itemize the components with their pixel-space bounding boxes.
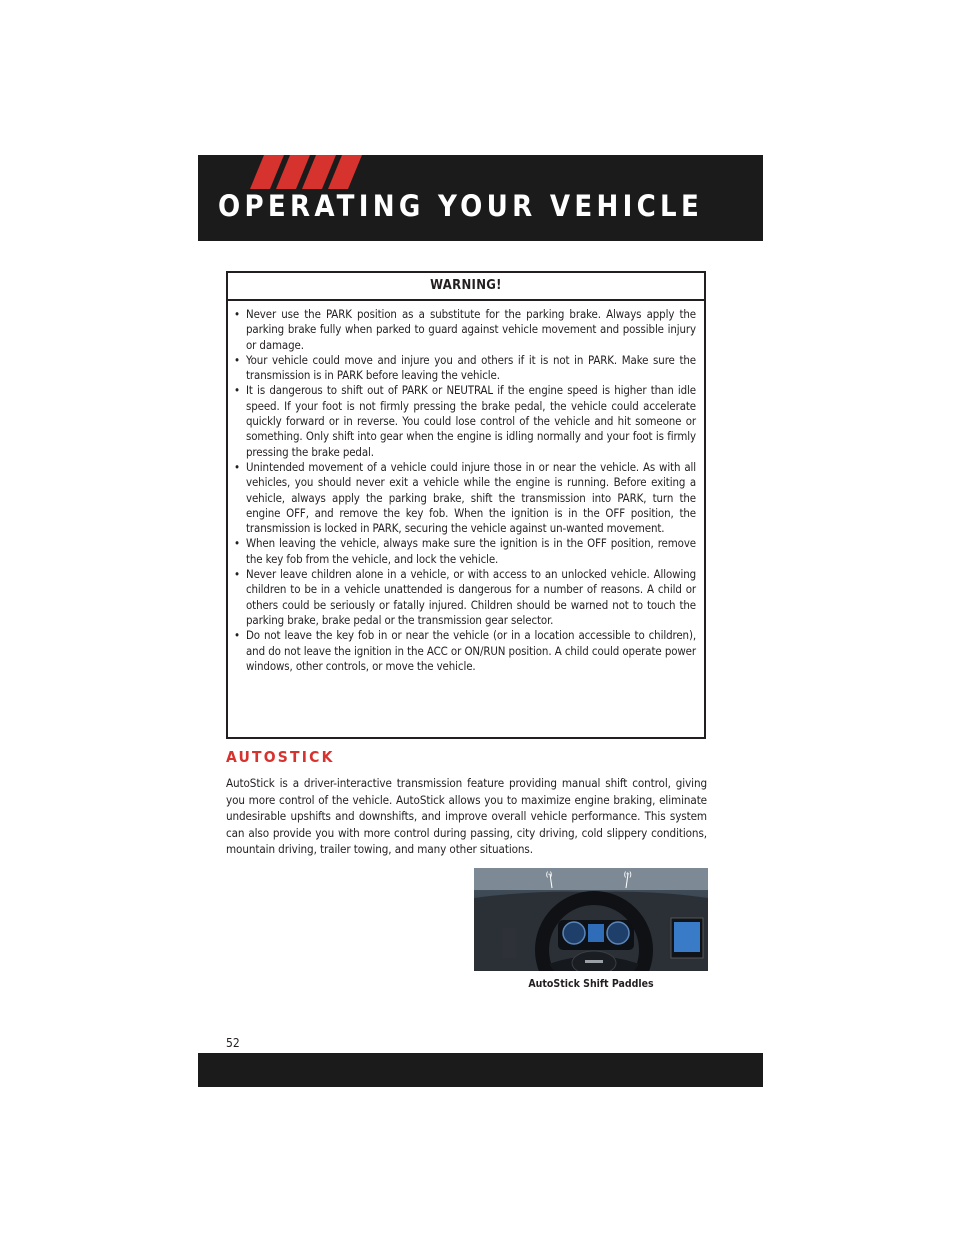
autostick-heading: AUTOSTICK [226, 748, 335, 766]
autostick-paddles-photo [474, 868, 708, 971]
warning-title: WARNING! [228, 273, 704, 301]
warning-item: • It is dangerous to shift out of PARK or NEUTRAL if the engine speed is higher than idle speed. If your foot is not firmly pressing the brake pedal, the vehicle could accelerate quickly forward or in reverse. You could lose control of the vehicle and hit someone or something. Only shift into gear when the engine is idling normally and your foot is firmly pressing the brake pedal. [234, 383, 696, 459]
header-band [198, 155, 763, 241]
section-title: OPERATING YOUR VEHICLE [218, 189, 704, 223]
paddle-plus-label: (+) [624, 872, 632, 878]
warning-item: • Do not leave the key fob in or near the vehicle (or in a location accessible to children), and do not leave the ignition in the ACC or ON/RUN position. A child could operate power windows, other controls, or move the vehicle. [234, 628, 696, 673]
warning-item: • Never leave children alone in a vehicle, or with access to an unlocked vehicle. Allowing children to be in a vehicle unattended is dangerous for a number of reasons. A child or others could be seriously or fatally injured. Children should be warned not to touch the parking brake, brake pedal or the transmission gear selector. [234, 567, 696, 627]
warning-item: • Unintended movement of a vehicle could injure those in or near the vehicle. As with all vehicles, you should never exit a vehicle while the engine is running. Before exiting a vehicle, always apply the parking brake, shift the transmission into PARK, turn the engine OFF, and remove the key fob. When the ignition is in the OFF position, the transmission is locked in PARK, securing the vehicle against un-wanted movement. [234, 459, 696, 536]
footer-band [198, 1053, 763, 1087]
page-number: 52 [226, 1036, 240, 1050]
warning-box [226, 271, 706, 739]
warning-item: • Never use the PARK position as a substitute for the parking brake. Always apply the parking brake fully when parked to guard against vehicle movement and possible injury or damage. [234, 307, 696, 352]
warning-list [228, 301, 704, 674]
warning-item: • When leaving the vehicle, always make sure the ignition is in the OFF position, remove the key fob from the vehicle, and lock the vehicle. [234, 536, 696, 566]
warning-item: • Your vehicle could move and injure you and others if it is not in PARK. Make sure the transmission is in PARK before leaving the vehicle. [234, 352, 696, 383]
autostick-body: AutoStick is a driver-interactive transmission feature providing manual shift control, giving you more control of the vehicle. AutoStick allows you to maximize engine braking, eliminate undesirable upshifts and downshifts, and improve overall vehicle performance. This system can also provide you with more control during passing, city driving, cold slippery conditions, mountain driving, trailer towing, and many other situations. [226, 776, 707, 857]
paddle-minus-label: (-) [546, 872, 552, 878]
header-stripes-icon [198, 155, 368, 189]
steering-wheel-image [474, 868, 708, 971]
photo-caption: AutoStick Shift Paddles [528, 978, 654, 990]
